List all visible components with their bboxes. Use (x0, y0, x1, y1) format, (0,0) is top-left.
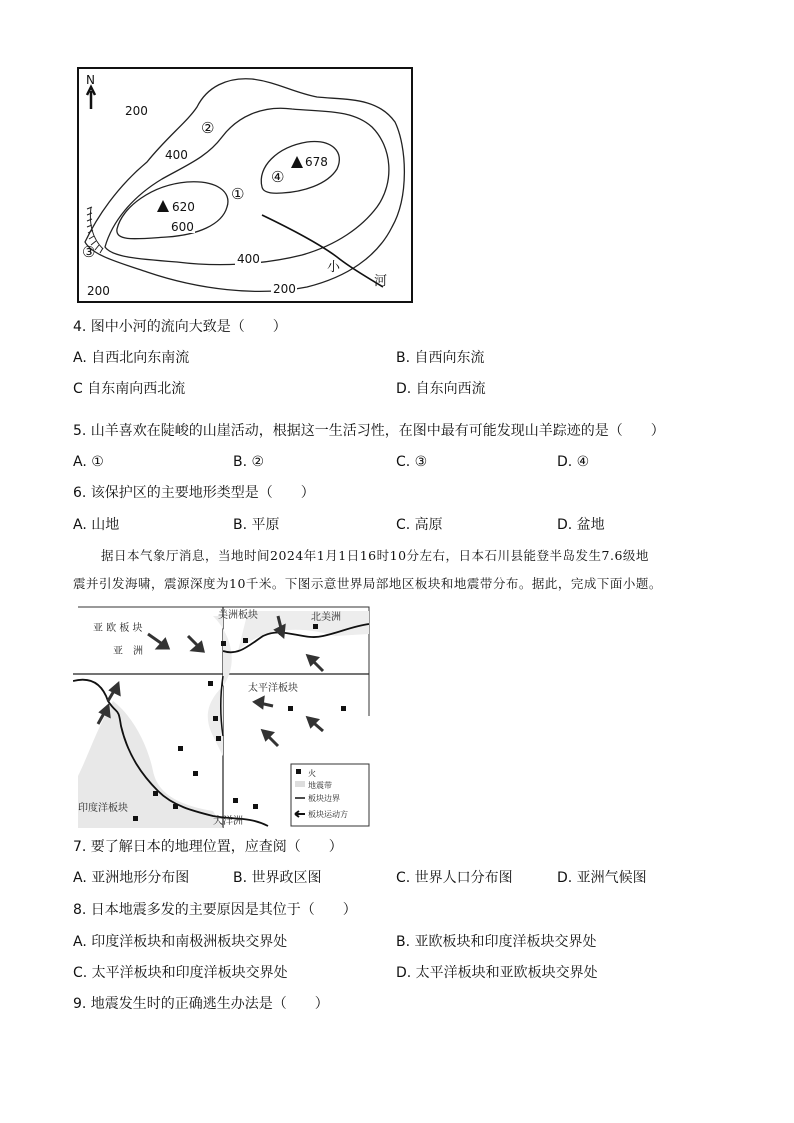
passage-line-1: 据日本气象厅消息，当地时间2024年1月1日16时10分左右，日本石川县能登半岛发生7.6级地 (101, 548, 649, 563)
contour-label-400: 400 (165, 148, 188, 162)
question-4-option-d[interactable]: D. 自东向西流 (396, 381, 486, 397)
indian-plate-label: 印度洋板块 (78, 803, 128, 814)
question-5-option-b[interactable]: B. ② (233, 454, 265, 470)
question-6-option-d[interactable]: D. 盆地 (557, 517, 605, 533)
question-5-stem: 5. 山羊喜欢在陡峻的山崖活动，根据这一生活习性，在图中最有可能发现山羊踪迹的是（ ） (73, 423, 665, 439)
question-7-option-a[interactable]: A. 亚洲地形分布图 (73, 870, 190, 886)
contour-label-200-sw: 200 (87, 284, 110, 298)
question-7-stem: 7. 要了解日本的地理位置，应查阅（ ） (73, 839, 343, 855)
river-label-1: 小 (327, 260, 341, 275)
peak-678-label: 678 (305, 155, 328, 169)
legend (291, 764, 369, 826)
question-6-option-b[interactable]: B. 平原 (233, 517, 280, 533)
north-america-label: 北美洲 (311, 612, 341, 623)
asia-label: 亚 洲 (113, 646, 143, 657)
question-5-option-c[interactable]: C. ③ (396, 454, 428, 470)
question-6-option-c[interactable]: C. 高原 (396, 517, 443, 533)
question-7-option-c[interactable]: C. 世界人口分布图 (396, 870, 513, 886)
pacific-plate-label: 太平洋板块 (248, 683, 298, 694)
legend-plate-motion: 板块运动方 (308, 810, 348, 819)
contour-map (77, 67, 414, 304)
river-label-2: 河 (374, 274, 388, 289)
contour-label-600: 600 (171, 220, 194, 234)
question-7-option-d[interactable]: D. 亚洲气候图 (557, 870, 647, 886)
question-8-option-c[interactable]: C. 太平洋板块和印度洋板块交界处 (73, 965, 288, 981)
legend-volcano: 火 (308, 769, 316, 778)
peak-620-label: 620 (172, 200, 195, 214)
question-4-stem: 4. 图中小河的流向大致是（ ） (73, 319, 287, 335)
contour-label-200-nw: 200 (125, 104, 148, 118)
question-8-option-a[interactable]: A. 印度洋板块和南极洲板块交界处 (73, 934, 288, 950)
question-7-option-b[interactable]: B. 世界政区图 (233, 870, 322, 886)
passage-line-2: 震并引发海啸，震源深度为10千米。下图示意世界局部地区板块和地震带分布。据此，完成下面小题。 (73, 576, 662, 591)
question-9-stem: 9. 地震发生时的正确逃生办法是（ ） (73, 996, 329, 1012)
contour-label-200-south: 200 (273, 282, 296, 296)
question-8-option-d[interactable]: D. 太平洋板块和亚欧板块交界处 (396, 965, 598, 981)
question-5-option-d[interactable]: D. ④ (557, 454, 590, 470)
passage (73, 546, 723, 594)
question-6-option-a[interactable]: A. 山地 (73, 517, 120, 533)
legend-plate-boundary: 板块边界 (308, 794, 340, 803)
question-6-stem: 6. 该保护区的主要地形类型是（ ） (73, 485, 315, 501)
question-4-option-c[interactable]: C 自东南向西北流 (73, 381, 186, 397)
question-4-option-a[interactable]: A. 自西北向东南流 (73, 350, 190, 366)
point-1-label: ① (231, 185, 245, 203)
point-4-label: ④ (271, 168, 285, 186)
contour-label-400-south: 400 (237, 252, 260, 266)
question-5-option-a[interactable]: A. ① (73, 454, 104, 470)
point-2-label: ② (201, 119, 215, 137)
legend-earthquake-belt: 地震带 (308, 781, 332, 790)
question-8-option-b[interactable]: B. 亚欧板块和印度洋板块交界处 (396, 934, 597, 950)
point-3-label: ③ (82, 243, 96, 261)
north-label: N (86, 73, 95, 87)
eurasian-plate-label: 亚 欧 板 块 (93, 623, 143, 634)
american-plate-label: 美洲板块 (218, 610, 258, 621)
question-8-stem: 8. 日本地震多发的主要原因是其位于（ ） (73, 902, 357, 918)
oceania-label: 大洋洲 (213, 816, 243, 827)
question-4-option-b[interactable]: B. 自西向东流 (396, 350, 485, 366)
plate-map (73, 606, 373, 828)
